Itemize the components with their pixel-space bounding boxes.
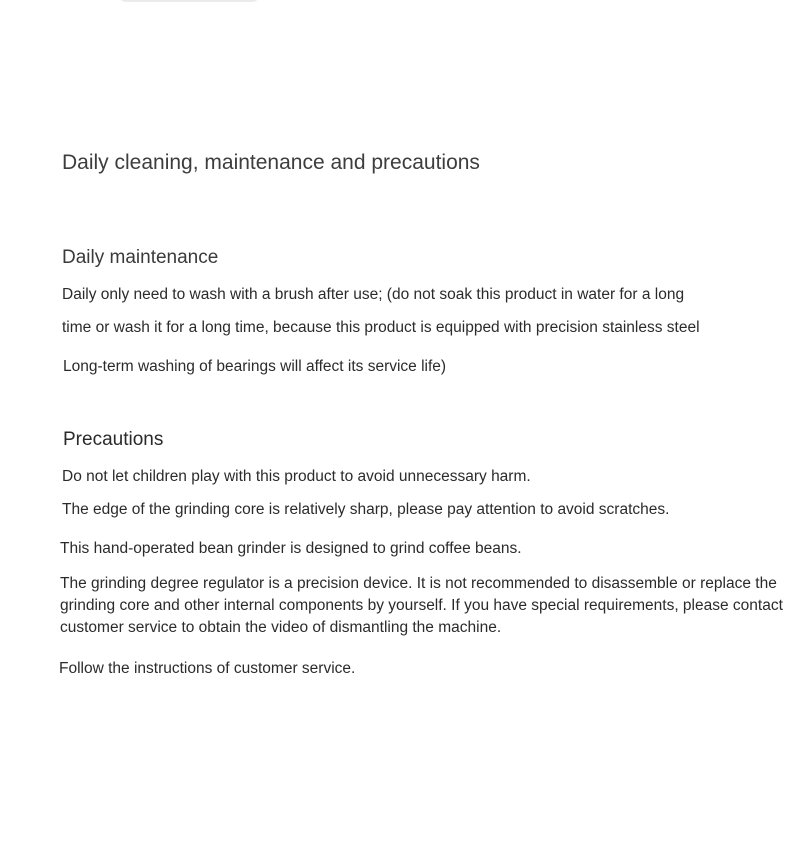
- precaution-item: Do not let children play with this product to avoid unnecessary harm.: [62, 468, 531, 485]
- precaution-item: Follow the instructions of customer service.: [59, 660, 356, 677]
- precaution-item: The grinding degree regulator is a precision device. It is not recommended to disassemble or replace the grinding core and other internal components by yourself. If you have special requirements, please contact customer service to obtain the video of dismantling the machine.: [60, 575, 783, 636]
- precaution-item: The edge of the grinding core is relatively sharp, please pay attention to avoid scratches.: [62, 501, 670, 518]
- precautions-heading: Precautions: [63, 429, 164, 450]
- maintenance-line: Daily only need to wash with a brush after use; (do not soak this product in water for a long: [62, 286, 685, 303]
- maintenance-line: time or wash it for a long time, because this product is equipped with precision stainless steel: [62, 319, 700, 336]
- precaution-item: This hand-operated bean grinder is designed to grind coffee beans.: [60, 540, 522, 557]
- top-image-fragment: [118, 0, 260, 2]
- page-title: Daily cleaning, maintenance and precautions: [62, 151, 480, 174]
- maintenance-line: Long-term washing of bearings will affect its service life): [63, 358, 447, 375]
- daily-maintenance-heading: Daily maintenance: [62, 247, 219, 268]
